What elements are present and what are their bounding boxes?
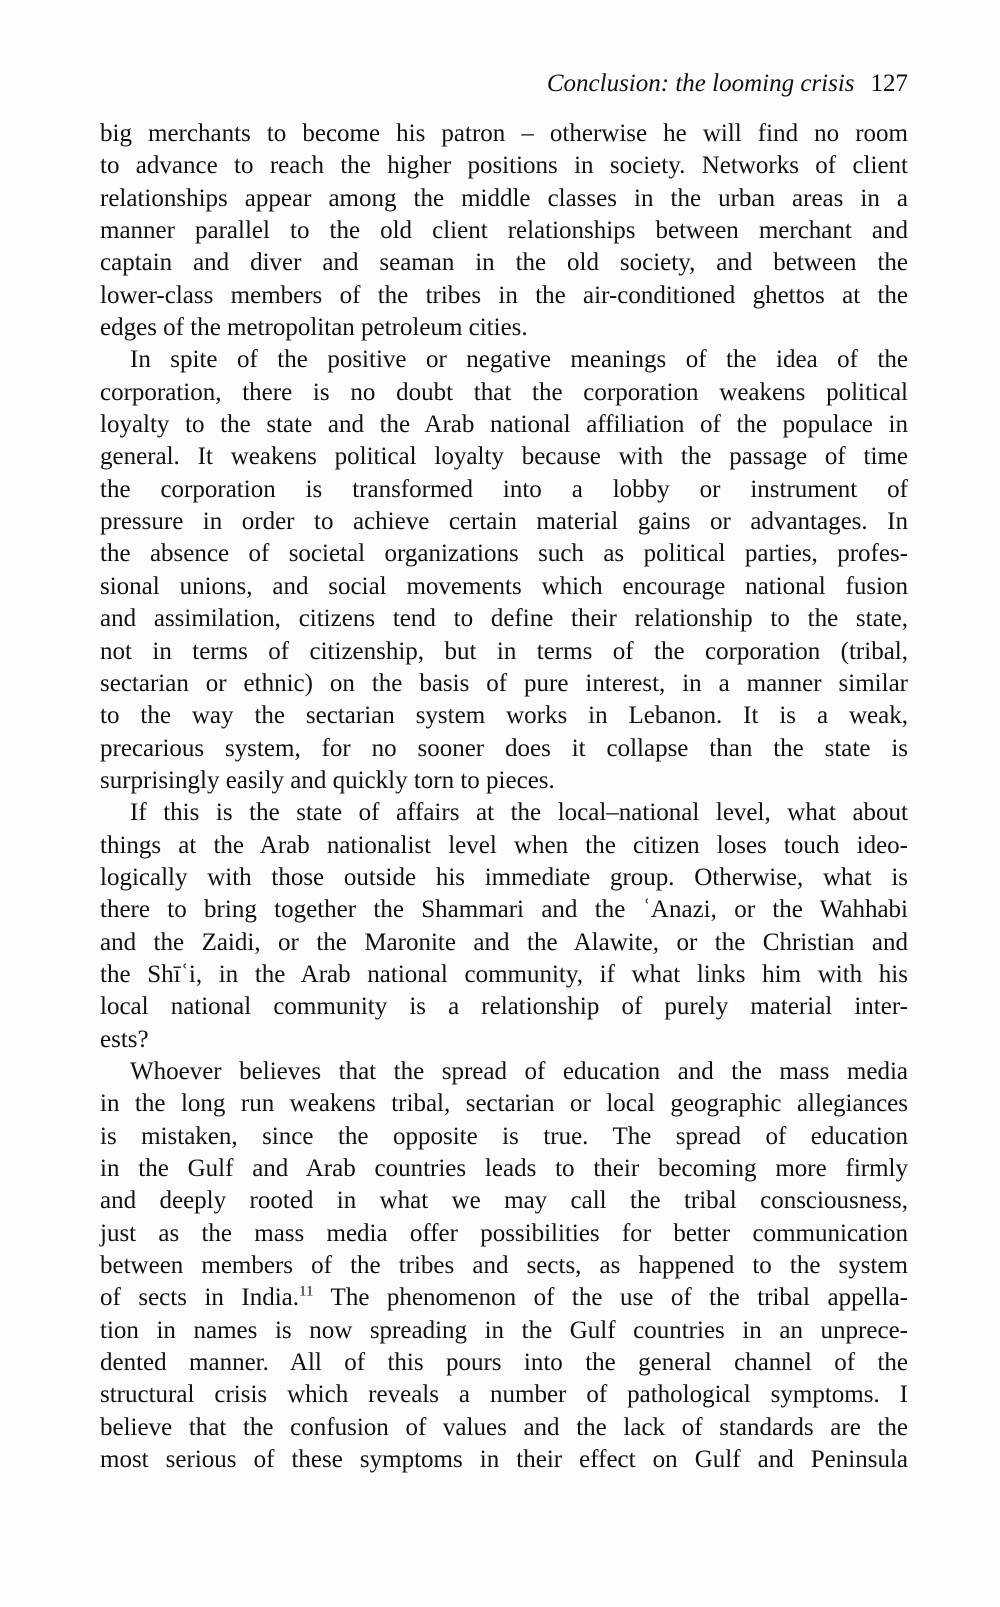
text-line: sectarian or ethnic) on the basis of pure interest, in a manner similar [100,669,908,697]
text-line: local national community is a relationship of purely material inter- [100,993,908,1021]
text-line: not in terms of citizenship, but in terms of the corporation (tribal, [100,637,908,665]
text-line: the absence of societal organizations such as political parties, profes- [100,540,908,568]
text-line: In spite of the positive or negative meanings of the idea of the [130,346,908,374]
text-line: in the Gulf and Arab countries leads to their becoming more firmly [100,1155,908,1182]
text-line: between members of the tribes and sects, as happened to the system [100,1252,908,1280]
running-head [100,68,908,100]
text-line: If this is the state of affairs at the local–national level, what about [130,799,908,827]
text-line: in the long run weakens tribal, sectarian or local geographic allegiances [100,1090,908,1118]
footnote-marker: 11 [299,1284,314,1301]
chapter-title: Conclusion: the looming crisis [546,70,855,97]
text-line-with-footnote [100,1282,908,1314]
text-line: manner parallel to the old client relationships between merchant and [100,217,908,245]
text-line: lower-class members of the tribes in the air-conditioned ghettos at the [100,281,908,309]
text-line: things at the Arab nationalist level when the citizen loses touch ideo- [100,831,908,859]
text-line: captain and diver and seaman in the old society, and between the [100,249,908,277]
text-line: the Shīʿi, in the Arab national community, if what links him with his [100,960,908,988]
text-line: to the way the sectarian system works in Lebanon. It is a weak, [100,702,908,730]
text-line: general. It weakens political loyalty because with the passage of time [100,443,908,471]
text-line: structural crisis which reveals a number of pathological symptoms. I [100,1381,908,1409]
text-line: edges of the metropolitan petroleum cities. [100,314,528,342]
text-line: Whoever believes that the spread of education and the mass media [130,1057,908,1085]
text-line: most serious of these symptoms in their effect on Gulf and Peninsula [100,1446,908,1474]
text-line: big merchants to become his patron – otherwise he will find no room [100,120,908,147]
text-line: believe that the confusion of values and the lack of standards are the [100,1413,908,1441]
text-line: and assimilation, citizens tend to define their relationship to the state, [100,605,908,633]
text-line: precarious system, for no sooner does it collapse than the state is [100,734,908,762]
body-text [100,118,908,1476]
text-line: dented manner. All of this pours into the general channel of the [100,1349,908,1377]
text-fragment: The phenomenon of the use of the tribal appella- [313,1284,908,1312]
text-line: and the Zaidi, or the Maronite and the Alawite, or the Christian and [100,928,908,956]
text-line: sional unions, and social movements which encourage national fusion [100,572,908,600]
text-line: tion in names is now spreading in the Gulf countries in an unprece- [100,1316,908,1344]
text-line: is mistaken, since the opposite is true. The spread of education [100,1122,908,1150]
text-line: just as the mass media offer possibilities for better communication [100,1219,908,1247]
page-number: 127 [870,70,908,97]
text-line: relationships appear among the middle classes in the urban areas in a [100,184,908,212]
text-line: and deeply rooted in what we may call the tribal consciousness, [100,1187,908,1215]
text-line: to advance to reach the higher positions in society. Networks of client [100,152,908,180]
text-line: ests? [100,1025,149,1053]
text-line: surprisingly easily and quickly torn to pieces. [100,766,555,794]
text-line: pressure in order to achieve certain material gains or advantages. In [100,508,908,536]
text-fragment: of sects in India. [100,1284,300,1312]
text-line: the corporation is transformed into a lobby or instrument of [100,475,908,503]
text-line: there to bring together the Shammari and the ʿAnazi, or the Wahhabi [100,896,908,924]
text-line: loyalty to the state and the Arab national affiliation of the populace in [100,411,908,439]
text-line: logically with those outside his immediate group. Otherwise, what is [100,863,908,891]
text-line: corporation, there is no doubt that the corporation weakens political [100,378,908,406]
